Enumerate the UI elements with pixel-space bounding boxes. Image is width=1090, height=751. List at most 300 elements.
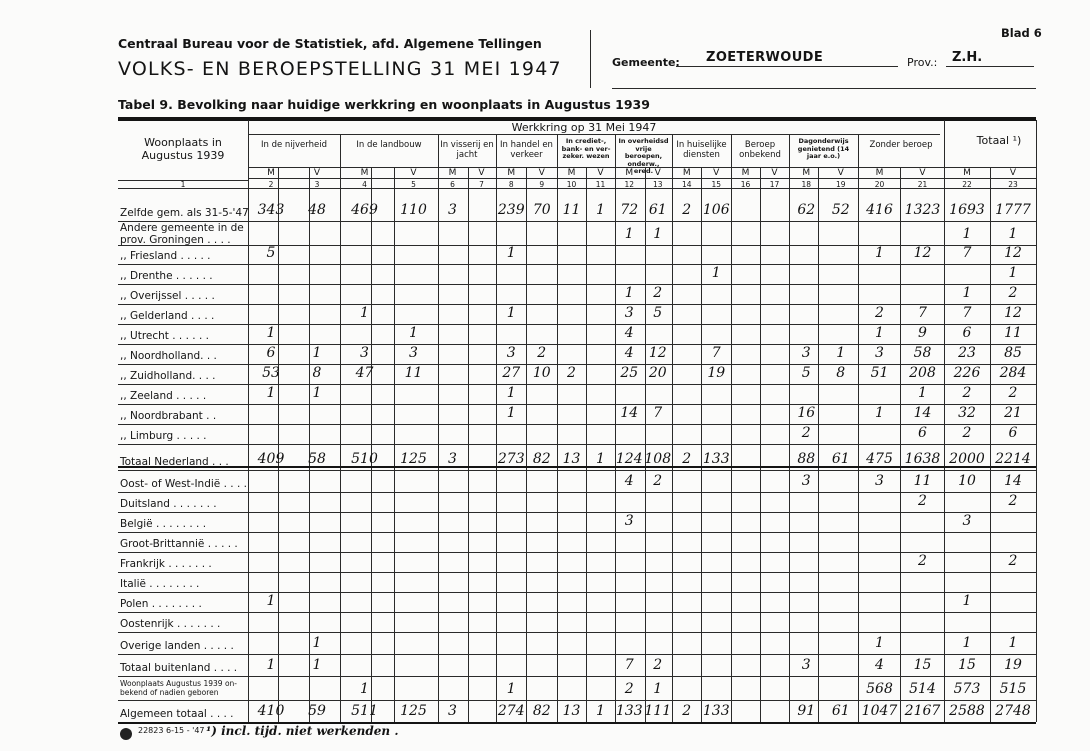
table-cell: 1: [266, 657, 276, 673]
table-cell: 2: [682, 703, 692, 719]
male-header: M: [625, 168, 634, 178]
row-rule: [248, 632, 1036, 633]
table-cell: 3: [360, 345, 369, 361]
table-cell: 133: [702, 451, 730, 467]
table-cell: 4: [624, 345, 634, 361]
row-rule: [248, 700, 1036, 701]
row-label: België . . . . . . . .: [120, 518, 207, 530]
province-underline: [946, 66, 1034, 67]
table-cell: 514: [909, 681, 936, 697]
table-cell: 6: [1008, 425, 1018, 441]
table-cell: 510: [351, 451, 378, 467]
row-label: ,, Zeeland . . . . .: [120, 390, 207, 402]
table-cell: 2: [918, 553, 927, 569]
column-rule: [858, 134, 859, 722]
column-rule: [340, 134, 341, 722]
municipality-label: Gemeente:: [612, 56, 680, 69]
male-header: M: [360, 168, 369, 178]
female-header: V: [713, 168, 720, 178]
table-cell: 23: [958, 345, 976, 361]
table-cell: 11: [913, 473, 932, 489]
table-cell: 20: [648, 365, 667, 381]
table-cell: 14: [913, 405, 932, 421]
female-header: V: [837, 168, 844, 178]
table-cell: 3: [506, 345, 516, 361]
table-cell: 6: [962, 325, 972, 341]
row-label: Totaal buitenland . . . .: [120, 662, 238, 674]
column-number: 8: [508, 180, 514, 189]
table-cell: 2: [1008, 385, 1018, 401]
male-header: M: [875, 168, 884, 178]
row-label: Polen . . . . . . . .: [120, 598, 202, 610]
table-cell: 2748: [995, 703, 1031, 719]
table-cell: 274: [497, 703, 525, 719]
row-label: ,, Zuidholland. . . .: [120, 370, 216, 382]
table-cell: 5: [653, 305, 663, 321]
row-label-rule: [118, 612, 248, 613]
male-header: M: [741, 168, 750, 178]
table-cell: 4: [624, 473, 634, 489]
column-rule: [672, 134, 673, 722]
column-number: 2: [268, 180, 274, 189]
cbs-logo: [120, 728, 132, 740]
column-number: 9: [539, 180, 545, 189]
table-cell: 62: [797, 202, 816, 218]
table-cell: 409: [257, 451, 285, 467]
row-label-rule: [118, 470, 248, 471]
table-cell: 133: [702, 703, 730, 719]
row-label: Overige landen . . . . .: [120, 640, 234, 652]
row-label-rule: [118, 492, 248, 493]
column-number: 1: [180, 180, 186, 189]
table-cell: 1: [506, 245, 516, 261]
table-cell: 19: [707, 365, 726, 381]
column-rule: [615, 134, 616, 722]
row-label: ,, Noordholland. . .: [120, 350, 217, 362]
row-label-rule: [118, 284, 248, 285]
table-cell: 2588: [949, 703, 985, 719]
male-header: M: [567, 168, 576, 178]
table-cell: 2: [1008, 493, 1018, 509]
table-cell: 1777: [995, 202, 1031, 218]
row-label: Oostenrijk . . . . . . .: [120, 618, 221, 630]
row-label-rule: [118, 700, 248, 701]
row-label-rule: [118, 304, 248, 305]
table-cell: 1: [266, 385, 276, 401]
table-cell: 1: [506, 405, 516, 421]
table-cell: 1: [266, 593, 276, 609]
table-cell: 21: [1004, 405, 1022, 421]
column-number: 5: [411, 180, 416, 189]
table-cell: 2: [1008, 285, 1018, 301]
table-cell: 11: [404, 365, 423, 381]
table-cell: 1: [596, 451, 605, 467]
row-label-rule: [118, 592, 248, 593]
column-number: 14: [681, 180, 692, 189]
municipality-value: ZOETERWOUDE: [706, 50, 824, 65]
table-cell: 70: [532, 202, 551, 218]
table-cell: 11: [1004, 325, 1022, 341]
table-cell: 2: [653, 473, 663, 489]
row-label-rule: [118, 572, 248, 573]
table-cell: 3: [624, 513, 634, 529]
table-cell: 2: [1008, 553, 1018, 569]
table-cell: 2: [962, 425, 972, 441]
table-cell: 1: [506, 385, 516, 401]
row-label: Algemeen totaal . . . .: [120, 708, 234, 720]
row-label: Duitsland . . . . . . .: [120, 498, 217, 510]
table-cell: 2: [962, 385, 972, 401]
workplace-group-rule: [248, 134, 940, 135]
row-label-rule: [118, 532, 248, 533]
group-header-3: In visserij en jacht: [440, 140, 494, 160]
row-label: ,, Gelderland . . . .: [120, 310, 215, 322]
column-rule: [731, 134, 732, 722]
row-label: ,, Limburg . . . . .: [120, 430, 207, 442]
table-cell: 47: [355, 365, 374, 381]
table-cell: 32: [958, 405, 976, 421]
column-number: 12: [624, 180, 635, 189]
table-cell: 1: [360, 305, 369, 321]
table-cell: 3: [962, 513, 972, 529]
male-header: M: [267, 168, 275, 178]
table-cell: 5: [801, 365, 811, 381]
table-cell: 12: [1004, 305, 1022, 321]
table-cell: 1: [875, 405, 884, 421]
table-cell: 111: [644, 703, 672, 719]
table-cell: 1: [312, 657, 322, 673]
table-cell: 5: [266, 245, 276, 261]
table-cell: 8: [836, 365, 846, 381]
table-cell: 13: [562, 703, 581, 719]
row-label: Frankrijk . . . . . . .: [120, 558, 212, 570]
table-cell: 52: [831, 202, 850, 218]
row-label-rule: [118, 552, 248, 553]
organization-name: Centraal Bureau voor de Statistiek, afd. Algemene Tellingen: [118, 36, 542, 51]
table-cell: 12: [648, 345, 667, 361]
table-cell: 1: [312, 635, 322, 651]
table-cell: 2: [682, 202, 692, 218]
table-cell: 110: [400, 202, 427, 218]
male-header: M: [448, 168, 457, 178]
column-number: 23: [1008, 180, 1018, 189]
table-cell: 1: [1008, 635, 1018, 651]
table-cell: 3: [409, 345, 418, 361]
header-rule: [612, 88, 1036, 89]
table-cell: 2: [537, 345, 547, 361]
table-cell: 2: [801, 425, 811, 441]
column-number: 15: [711, 180, 722, 189]
table-cell: 7: [624, 657, 634, 673]
table-cell: 1: [266, 325, 276, 341]
table-cell: 125: [400, 451, 427, 467]
table-cell: 1: [312, 385, 322, 401]
table-cell: 1: [1008, 226, 1018, 242]
municipality-underline: [676, 66, 898, 67]
table-cell: 15: [958, 657, 976, 673]
female-header: V: [313, 168, 321, 178]
table-cell: 3: [801, 345, 811, 361]
workplace-header: Werkkring op 31 Mei 1947: [511, 121, 657, 134]
row-label-rule: [118, 384, 248, 385]
table-cell: 16: [797, 405, 816, 421]
male-header: M: [802, 168, 811, 178]
row-label-rule: [118, 512, 248, 513]
table-cell: 2: [682, 451, 692, 467]
sheet-number: Blad 6: [1001, 26, 1042, 40]
table-cell: 3: [875, 473, 884, 489]
table-cell: 2: [653, 657, 663, 673]
residence-column-header: Woonplaats in Augustus 1939: [141, 136, 225, 162]
female-header: V: [410, 168, 417, 178]
table-cell: 61: [831, 451, 850, 467]
table-cell: 226: [953, 365, 981, 381]
table-cell: 58: [913, 345, 932, 361]
table-cell: 1: [875, 635, 884, 651]
table-cell: 14: [620, 405, 639, 421]
table-cell: 15: [913, 657, 932, 673]
row-label-rule: [118, 364, 248, 365]
row-label: ,, Drenthe . . . . . .: [120, 270, 213, 282]
table-cell: 1047: [861, 703, 898, 719]
row-label-rule: [118, 424, 248, 425]
male-header: M: [507, 168, 516, 178]
column-number: 20: [874, 180, 885, 189]
column-number: 7: [479, 180, 484, 189]
row-label: Totaal Nederland . . .: [120, 456, 229, 468]
group-header-1: In de nijverheid: [260, 140, 327, 150]
row-label: Andere gemeente in de prov. Groningen . . . .: [120, 222, 244, 246]
table-cell: 1: [918, 385, 927, 401]
row-label-rule: [118, 632, 248, 633]
nederland-total-rule: [118, 466, 1036, 468]
row-label-rule: [118, 344, 248, 345]
table-cell: 82: [532, 451, 551, 467]
table-cell: 11: [562, 202, 581, 218]
table-cell: 1: [624, 226, 634, 242]
table-cell: 2214: [995, 451, 1031, 467]
group-header-5: In crediet-, bank- en ver-zeker. wezen: [561, 137, 611, 160]
female-header: V: [1009, 168, 1017, 178]
row-label-rule: [118, 404, 248, 405]
column-number: 11: [595, 180, 606, 189]
table-cell: 3: [448, 202, 457, 218]
table-cell: 3: [448, 703, 457, 719]
table-cell: 7: [962, 305, 972, 321]
row-rule: [248, 612, 1036, 613]
table-cell: 51: [870, 365, 889, 381]
row-label-rule: [118, 324, 248, 325]
table-cell: 1: [360, 681, 369, 697]
table-cell: 14: [1004, 473, 1022, 489]
table-cell: 1: [711, 265, 721, 281]
row-rule: [248, 444, 1036, 445]
column-number: 3: [314, 180, 320, 189]
table-cell: 25: [620, 365, 639, 381]
table-cell: 1: [624, 285, 634, 301]
table-cell: 88: [797, 451, 816, 467]
column-number: 22: [962, 180, 972, 189]
table-cell: 82: [532, 703, 551, 719]
column-rule: [496, 134, 497, 722]
row-label: ,, Noordbrabant . .: [120, 410, 217, 422]
column-number: 19: [835, 180, 846, 189]
table-cell: 7: [653, 405, 663, 421]
table-cell: 108: [644, 451, 672, 467]
group-header-4: In handel en verkeer: [500, 140, 553, 160]
table-cell: 7: [711, 345, 721, 361]
province-label: Prov.:: [907, 56, 938, 69]
table-cell: 2: [567, 365, 576, 381]
table-cell: 511: [351, 703, 378, 719]
row-label: Italië . . . . . . . .: [120, 578, 200, 590]
table-cell: 2000: [949, 451, 985, 467]
table-cell: 58: [308, 451, 326, 467]
table-cell: 2167: [904, 703, 941, 719]
table-cell: 1693: [949, 202, 985, 218]
row-rule: [248, 572, 1036, 573]
print-code: 22823 6-15 - '47: [138, 726, 205, 735]
table-cell: 1: [962, 285, 972, 301]
table-cell: 1: [1008, 265, 1018, 281]
table-cell: 239: [497, 202, 525, 218]
table-cell: 6: [918, 425, 927, 441]
female-header: V: [919, 168, 926, 178]
column-rule: [438, 134, 439, 722]
table-cell: 410: [257, 703, 285, 719]
table-cell: 2: [875, 305, 884, 321]
table-cell: 1: [596, 202, 605, 218]
table-cell: 515: [999, 681, 1027, 697]
row-label-rule: [118, 444, 248, 445]
table-cell: 6: [266, 345, 276, 361]
table-cell: 12: [913, 245, 932, 261]
table-cell: 1323: [904, 202, 941, 218]
row-rule: [248, 470, 1036, 471]
row-label-rule: [118, 245, 248, 246]
table-cell: 1: [962, 635, 972, 651]
table-cell: 1: [506, 305, 516, 321]
table-cell: 3: [875, 345, 884, 361]
table-cell: 3: [801, 657, 811, 673]
province-value: Z.H.: [952, 50, 983, 65]
table-cell: 125: [400, 703, 427, 719]
table-cell: 72: [620, 202, 639, 218]
table-cell: 469: [351, 202, 378, 218]
table-cell: 1: [836, 345, 846, 361]
column-number: 21: [917, 180, 928, 189]
group-header-9: Dagonderwijs genietend (14 jaar e.o.): [797, 137, 850, 160]
table-cell: 1: [962, 593, 972, 609]
column-number: 4: [362, 180, 367, 189]
table-cell: 3: [624, 305, 634, 321]
table-cell: 19: [1004, 657, 1022, 673]
row-label: Zelfde gem. als 31-5-'47: [120, 207, 249, 219]
group-header-6: In overheidsd vrije beroepen, onderw., ered.: [618, 137, 669, 175]
female-header: V: [771, 168, 778, 178]
column-rule: [557, 134, 558, 722]
table-cell: 61: [831, 703, 850, 719]
table-cell: 48: [308, 202, 326, 218]
table-cell: 1: [409, 325, 418, 341]
table-cell: 124: [615, 451, 643, 467]
female-header: V: [597, 168, 604, 178]
table-cell: 2: [653, 285, 663, 301]
group-header-2: In de landbouw: [356, 140, 422, 150]
table-cell: 568: [866, 681, 893, 697]
header-divider: [590, 30, 591, 88]
table-cell: 1: [875, 325, 884, 341]
female-header: V: [538, 168, 545, 178]
group-header-10: Zonder beroep: [869, 140, 933, 150]
column-number: 16: [740, 180, 751, 189]
table-cell: 284: [999, 365, 1027, 381]
table-cell: 1: [653, 226, 663, 242]
form-title: VOLKS- EN BEROEPSTELLING 31 MEI 1947: [118, 58, 562, 80]
table-cell: 10: [958, 473, 976, 489]
table-cell: 13: [562, 451, 581, 467]
table-cell: 9: [918, 325, 927, 341]
table-cell: 85: [1004, 345, 1022, 361]
table-cell: 573: [953, 681, 981, 697]
row-label: Groot-Brittannië . . . . .: [120, 538, 238, 550]
row-label-rule: [118, 654, 248, 655]
table-cell: 475: [866, 451, 893, 467]
column-number: 6: [450, 180, 455, 189]
table-cell: 7: [962, 245, 972, 261]
female-header: V: [478, 168, 485, 178]
column-number: 10: [566, 180, 577, 189]
table-cell: 1638: [904, 451, 941, 467]
row-rule: [248, 654, 1036, 655]
table-cell: 4: [624, 325, 634, 341]
table-cell: 4: [875, 657, 884, 673]
table-cell: 27: [502, 365, 521, 381]
table-cell: 61: [648, 202, 667, 218]
number-row-rule: [248, 178, 1036, 179]
female-header: V: [654, 168, 661, 178]
row-label: ,, Overijssel . . . . .: [120, 290, 215, 302]
group-header-7: In huiselijke diensten: [676, 140, 727, 160]
table-cell: 91: [797, 703, 816, 719]
table-cell: 7: [918, 305, 927, 321]
table-cell: 1: [962, 226, 972, 242]
table-top-rule-2: [118, 119, 1036, 121]
row-label: ,, Friesland . . . . .: [120, 250, 211, 262]
footnote: ¹) incl. tijd. niet werkenden .: [206, 724, 399, 738]
table-cell: 53: [262, 365, 280, 381]
row-label: ,, Utrecht . . . . . .: [120, 330, 209, 342]
column-rule: [1036, 120, 1037, 722]
total-column-header: Totaal ¹): [976, 134, 1022, 147]
male-header: M: [682, 168, 691, 178]
column-number: 18: [801, 180, 812, 189]
table-cell: 273: [497, 451, 525, 467]
table-cell: 8: [312, 365, 322, 381]
table-cell: 2: [624, 681, 634, 697]
row-rule: [248, 592, 1036, 593]
table-cell: 208: [909, 365, 936, 381]
row-label: Woonplaats Augustus 1939 on-bekend of nadien geboren: [120, 679, 237, 697]
column-number: 17: [769, 180, 780, 189]
row-rule: [248, 532, 1036, 533]
table-cell: 3: [801, 473, 811, 489]
group-header-8: Beroep onbekend: [739, 140, 781, 160]
table-cell: 3: [448, 451, 457, 467]
column-number: 13: [652, 180, 663, 189]
table-cell: 1: [596, 703, 605, 719]
row-label: Oost- of West-Indië . . . .: [120, 478, 247, 490]
